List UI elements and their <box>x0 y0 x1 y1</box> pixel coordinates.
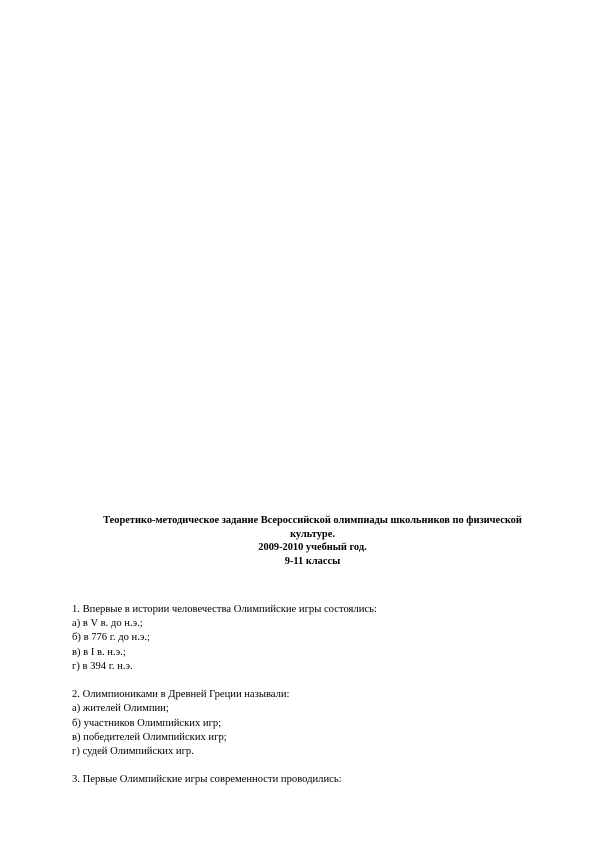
header-title-line-1: Теоретико-методическое задание Всероссийской олимпиады школьников по физической <box>103 515 522 526</box>
answer-option-d: г) судей Олимпийских игр. <box>72 746 194 758</box>
answer-option-c: в) в I в. н.э.; <box>72 646 126 658</box>
question-3 <box>72 773 552 787</box>
answer-option-d: г) в 394 г. н.э. <box>72 660 133 672</box>
header-year: 2009-2010 учебный год. <box>258 542 367 554</box>
document-header <box>70 514 555 568</box>
question-text: 1. Впервые в истории человечества Олимпийские игры состоялись: <box>72 604 377 615</box>
header-title-line-2: культуре. <box>290 528 335 540</box>
answer-option-b: б) в 776 г. до н.э.; <box>72 632 150 644</box>
answer-option-c: в) победителей Олимпийских игр; <box>72 731 227 743</box>
question-1 <box>72 603 552 674</box>
question-2 <box>72 688 552 759</box>
header-grades: 9-11 классы <box>284 555 341 567</box>
questions-list <box>72 603 552 802</box>
question-text: 2. Олимпиониками в Древней Греции называли: <box>72 689 290 701</box>
answer-option-b: б) участников Олимпийских игр; <box>72 717 222 729</box>
answer-option-a: а) жителей Олимпии; <box>72 703 169 715</box>
answer-option-a: а) в V в. до н.э.; <box>72 618 143 630</box>
question-text: 3. Первые Олимпийские игры современности проводились: <box>72 774 342 786</box>
